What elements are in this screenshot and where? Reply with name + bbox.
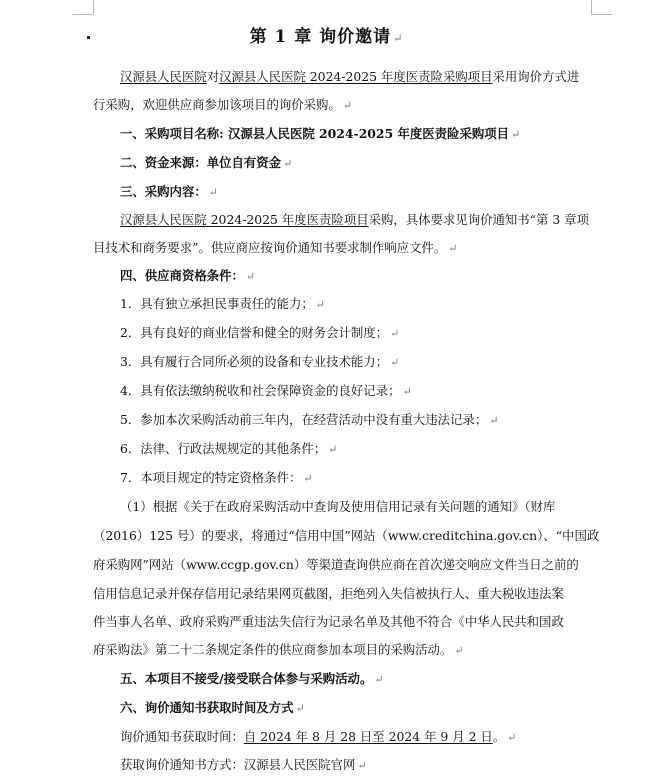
chapter-title[interactable]: 第 1 章 询价邀请 ↵ [249,27,404,47]
credit-paragraph-line-1[interactable]: （1）根据《关于在政府采购活动中查询及使用信用记录有关问题的通知》（财库 [120,499,556,514]
qualification-item[interactable]: 1．具有独立承担民事责任的能力； ↵ [120,296,325,311]
qualification-item[interactable]: 4．具有依法缴纳税收和社会保障资金的良好记录； ↵ [120,383,412,398]
paragraph-mark-icon: ↵ [328,443,338,456]
paragraph-mark-icon: ↵ [402,385,412,398]
section-heading-qualifications[interactable]: 四、供应商资格条件： ↵ [120,268,256,283]
content-paragraph-line-2[interactable]: 目技术和商务要求”。供应商应按询价通知书要求制作响应文件。 ↵ [93,240,458,255]
paragraph-mark-icon: ↵ [448,242,458,255]
section-heading-obtain[interactable]: 六、询价通知书获取时间及方式 ↵ [120,700,305,715]
paragraph-mark-icon: ↵ [283,157,293,170]
paragraph-mark-icon: ↵ [507,731,517,744]
credit-paragraph-line-2[interactable]: （2016）125 号）的要求，将通过“信用中国”网站（www.creditchina.gov.cn）、“中国政 [93,528,600,543]
page-corner-mark-left [73,0,94,15]
obtain-time-range: 自 2024 年 8 月 28 日至 2024 年 9 月 2 日 [243,729,493,744]
paragraph-mark-icon: ↵ [315,298,325,311]
paragraph-mark-icon: ↵ [295,702,305,715]
obtain-time-line[interactable]: 询价通知书获取时间：自 2024 年 8 月 28 日至 2024 年 9 月 2 日。 ↵ [120,729,517,744]
section-heading-content[interactable]: 三、采购内容： ↵ [120,184,218,199]
qualification-item[interactable]: 6．法律、行政法规规定的其他条件； ↵ [120,441,338,456]
credit-paragraph-line-6[interactable]: 府采购法》第二十二条规定条件的供应商参加本项目的采购活动。 ↵ [93,642,464,657]
paragraph-mark-icon: ↵ [489,414,499,427]
section-heading-funding[interactable]: 二、资金来源：单位自有资金 ↵ [120,155,293,170]
paragraph-mark-icon: ↵ [208,186,218,199]
intro-paragraph-line-1[interactable]: 汉源县人民医院对汉源县人民医院 2024-2025 年度医责险采购项目采用询价方式进 [120,69,580,84]
credit-paragraph-line-5[interactable]: 件当事人名单、政府采购严重违法失信行为记录名单及其他不符合《中华人民共和国政 [93,614,564,629]
project-name-ref: 汉源县人民医院 2024-2025 年度医责险项目 [120,212,369,227]
paragraph-mark-icon: ↵ [303,472,313,485]
paragraph-mark-icon: ↵ [454,644,464,657]
page-corner-mark-right [591,0,612,15]
section-heading-project-name[interactable]: 一、采购项目名称: 汉源县人民医院 2024-2025 年度医责险采购项目 ↵ [120,126,521,141]
qualification-item[interactable]: 2．具有良好的商业信誉和健全的财务会计制度； ↵ [120,325,400,340]
intro-paragraph-line-2[interactable]: 行采购，欢迎供应商参加该项目的询价采购。 ↵ [93,97,353,112]
section-heading-consortium[interactable]: 五、本项目不接受/接受联合体参与采购活动。 ↵ [120,671,384,686]
paragraph-mark-icon: ↵ [511,128,521,141]
purchaser-name: 汉源县人民医院 [120,69,207,84]
qualification-item[interactable]: 7．本项目规定的特定资格条件： ↵ [120,470,313,485]
paragraph-mark-icon: ↵ [374,673,384,686]
content-paragraph-line-1[interactable]: 汉源县人民医院 2024-2025 年度医责险项目采购，具体要求见询价通知书“第 3 章项 [120,212,589,227]
credit-paragraph-line-4[interactable]: 信用信息记录并保存信用记录结果网页截图，拒绝列入失信被执行人、重大税收违法案 [93,586,564,601]
qualification-item[interactable]: 5．参加本次采购活动前三年内，在经营活动中没有重大违法记录； ↵ [120,412,499,427]
obtain-method-line[interactable]: 获取询价通知书方式：汉源县人民医院官网 ↵ [120,757,367,772]
qualification-item[interactable]: 3．具有履行合同所必须的设备和专业技术能力； ↵ [120,354,400,369]
project-name: 汉源县人民医院 2024-2025 年度医责险采购项目 [219,69,493,84]
paragraph-mark-icon: ↵ [357,759,367,772]
paragraph-mark-icon: ↵ [342,99,353,112]
paragraph-mark-icon: ↵ [390,356,400,369]
credit-paragraph-line-3[interactable]: 府采购网”网站（www.ccgp.gov.cn）等渠道查询供应商在首次递交响应文件当日之前的 [93,557,579,572]
paragraph-mark-icon: ↵ [245,270,256,283]
paragraph-mark-icon: ↵ [390,327,400,340]
paragraph-mark-icon: ↵ [393,32,404,45]
